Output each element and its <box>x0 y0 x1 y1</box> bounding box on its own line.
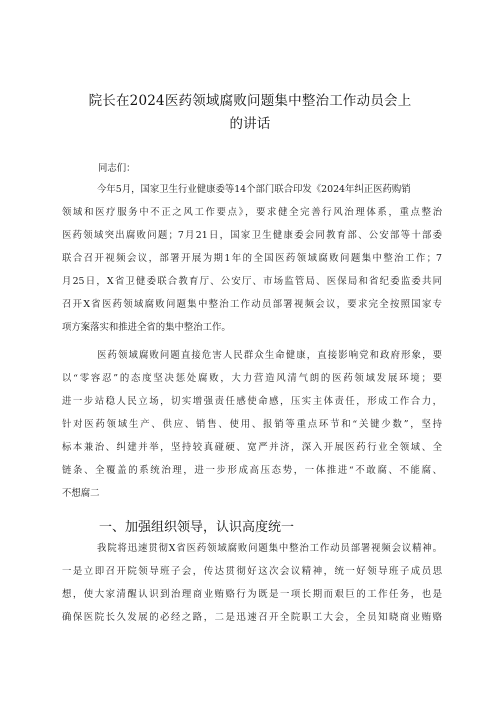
paragraph-1-line-6: 召开X省医药领域腐败问题集中整治工作动员部署视频会议，要求完全按照国家专 <box>62 299 442 310</box>
salutation: 同志们： <box>98 163 136 174</box>
paragraph-3-line-4: 确保医院长久发展的必经之路，二是迅速召开全院职工大会，全员知晓商业贿赂 <box>62 612 442 623</box>
paragraph-1-line-3: 医药领域突出腐败问题；7月21日，国家卫生健康委会同教育部、公安部等十部委 <box>62 230 442 241</box>
paragraph-3-line-3: 想，使大家清醒认识到治理商业贿赂行为既是一项长期而艰巨的工作任务，也是 <box>62 589 442 600</box>
paragraph-3-line-1: 我院将迅速贯彻X省医药领域腐败问题集中整治工作动员部署视频会议精神。 <box>97 543 442 554</box>
section-heading: 一、加强组织领导，认识高度统一 <box>99 520 295 535</box>
document-title-line-1: 院长在2024医药领域腐败问题集中整治工作动员会上 <box>88 93 412 109</box>
document-title-line-2: 的讲话 <box>229 116 271 132</box>
paragraph-1-line-2: 领域和医疗服务中不正之风工作要点》，要求健全完善行风治理体系，重点整治 <box>62 207 442 218</box>
paragraph-2-line-2: 以“零容忍”的态度坚决惩处腐败，大力营造风清气朗的医药领域发展环境；要 <box>62 373 442 384</box>
paragraph-2-line-1: 医药领域腐败问题直接危害人民群众生命健康，直接影响党和政府形象，要 <box>97 350 442 361</box>
paragraph-2-line-3: 进一步站稳人民立场，切实增强责任感使命感，压实主体责任，形成工作合力， <box>62 396 442 407</box>
paragraph-1-line-5: 月25日，X省卫健委联合教育厅、公安厅、市场监管局、医保局和省纪委监委共同 <box>62 276 442 287</box>
paragraph-2-line-5: 标本兼治、纠建并举，坚持较真碰硬、宽严并济，深入开展医药行业全领域、全 <box>62 442 442 453</box>
paragraph-2-line-7: 不想腐二 <box>62 488 100 499</box>
paragraph-2-line-6: 链条、全覆盖的系统治理，进一步形成高压态势，一体推进“不敢腐、不能腐、 <box>62 465 442 476</box>
paragraph-2-line-4: 针对医药领域生产、供应、销售、使用、报销等重点环节和“关键少数”，坚持 <box>62 419 442 430</box>
paragraph-1-line-1: 今年5月，国家卫生行业健康委等14个部门联合印发《2024年纠正医药购销 <box>97 184 411 195</box>
paragraph-1-line-4: 联合召开视频会议，部署开展为期1年的全国医药领域腐败问题集中整治工作；7 <box>62 253 442 264</box>
paragraph-1-line-7: 项方案落实和推进全省的集中整治工作。 <box>62 322 231 333</box>
paragraph-3-line-2: 一是立即召开院领导班子会，传达贯彻好这次会议精神，统一好领导班子成员思 <box>62 566 442 577</box>
